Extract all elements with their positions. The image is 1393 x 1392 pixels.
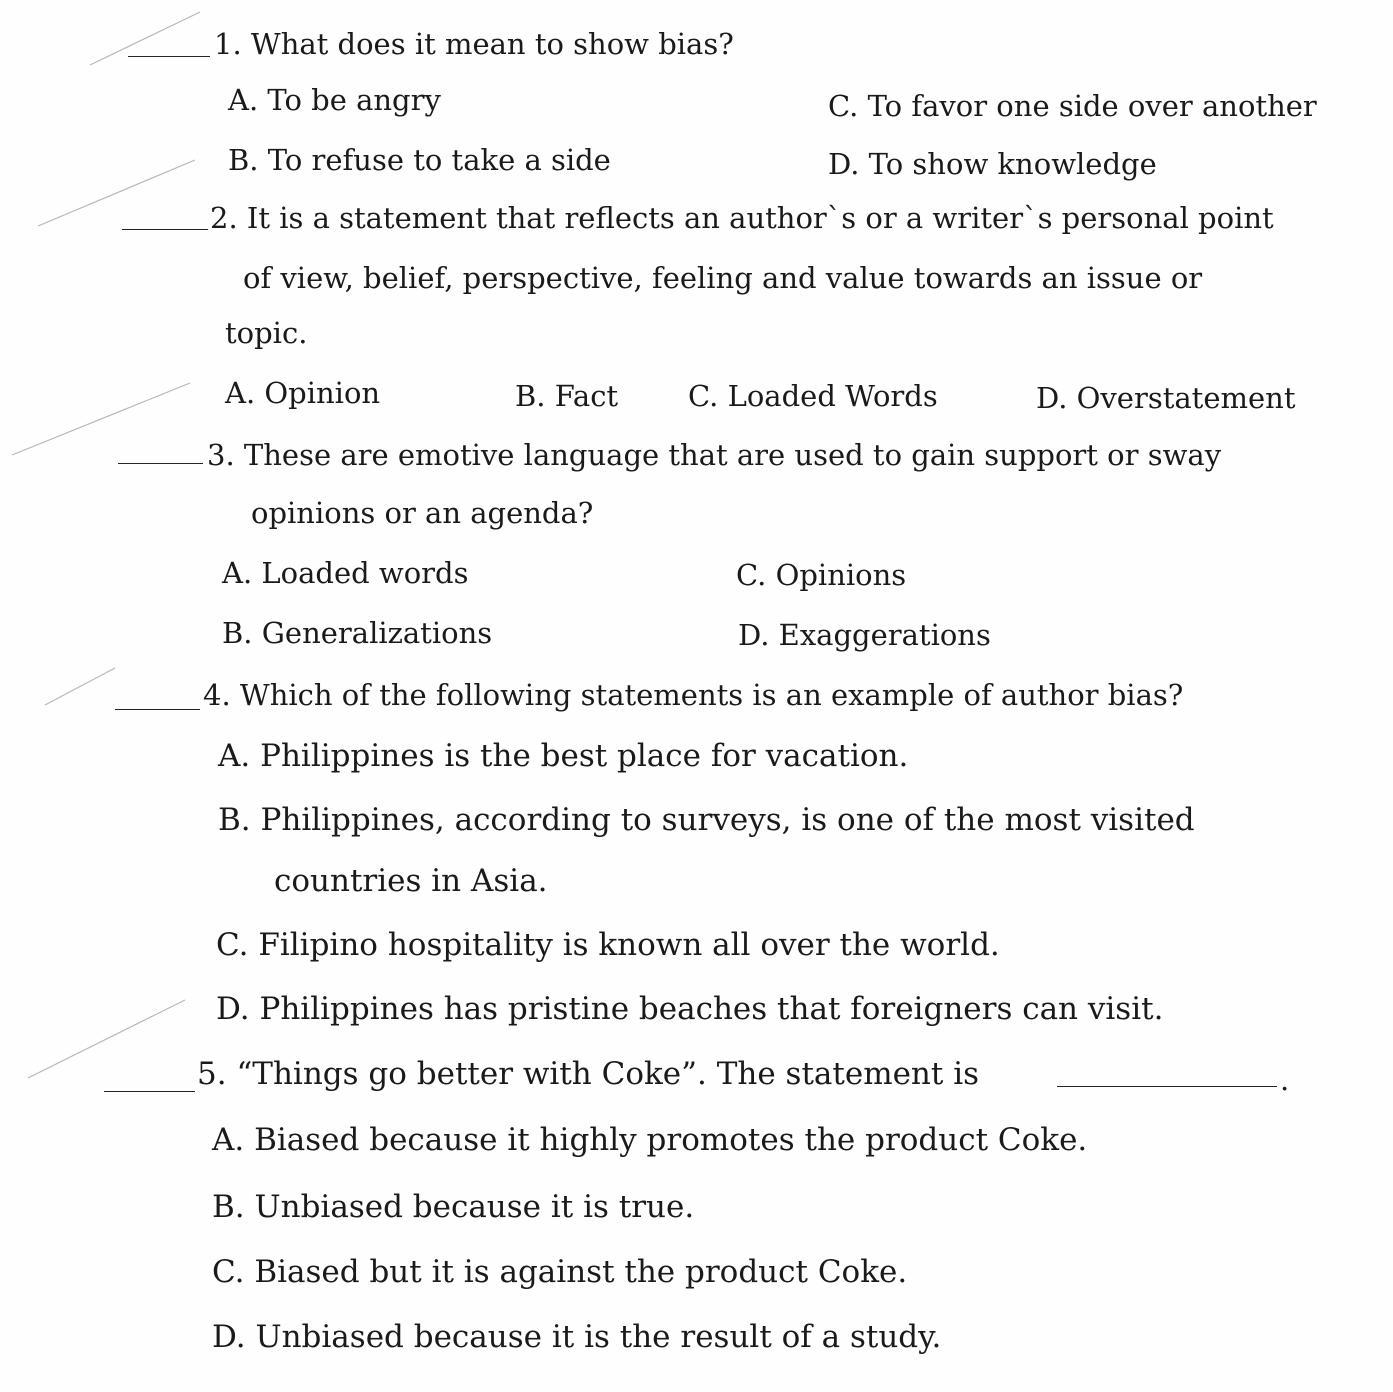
question-2-line-3: topic. <box>225 316 308 350</box>
question-3: 3. These are emotive language that are used to gain support or sway <box>207 438 1222 472</box>
option-5b: B. Unbiased because it is true. <box>212 1189 695 1225</box>
answer-blank-5[interactable] <box>104 1091 195 1092</box>
option-4a: A. Philippines is the best place for vacation. <box>218 738 909 774</box>
option-5c: C. Biased but it is against the product Coke. <box>212 1254 908 1290</box>
question-1: 1. What does it mean to show bias? <box>214 27 734 61</box>
answer-blank-2[interactable] <box>122 229 208 230</box>
answer-blank-3[interactable] <box>118 463 203 464</box>
question-3-line-2: opinions or an agenda? <box>251 496 594 530</box>
option-1b: B. To refuse to take a side <box>228 143 611 177</box>
option-2c: C. Loaded Words <box>688 379 938 413</box>
option-4c: C. Filipino hospitality is known all over the world. <box>216 927 1000 963</box>
question-2-line-2: of view, belief, perspective, feeling and value towards an issue or <box>243 261 1203 295</box>
option-5d: D. Unbiased because it is the result of a study. <box>212 1319 942 1355</box>
answer-blank-1[interactable] <box>128 56 210 57</box>
option-2b: B. Fact <box>515 379 619 413</box>
option-4b: B. Philippines, according to surveys, is one of the most visited <box>218 802 1195 838</box>
option-3d: D. Exaggerations <box>738 618 991 652</box>
option-1c: C. To favor one side over another <box>828 89 1317 123</box>
answer-blank-4[interactable] <box>115 709 200 710</box>
option-1d: D. To show knowledge <box>828 147 1157 181</box>
option-4d: D. Philippines has pristine beaches that foreigners can visit. <box>216 991 1164 1027</box>
statement-fill-blank[interactable] <box>1057 1086 1277 1087</box>
option-2a: A. Opinion <box>225 376 381 410</box>
question-4: 4. Which of the following statements is an example of author bias? <box>203 678 1184 712</box>
option-2d: D. Overstatement <box>1036 381 1296 415</box>
option-1a: A. To be angry <box>228 83 441 117</box>
option-4b-line-2: countries in Asia. <box>274 863 548 899</box>
question-5: 5. “Things go better with Coke”. The statement is <box>197 1056 980 1092</box>
option-3b: B. Generalizations <box>222 616 493 650</box>
option-3a: A. Loaded words <box>222 556 469 590</box>
option-3c: C. Opinions <box>736 558 907 592</box>
option-5a: A. Biased because it highly promotes the product Coke. <box>212 1122 1088 1158</box>
statement-period: . <box>1280 1063 1290 1097</box>
question-2: 2. It is a statement that reflects an author`s or a writer`s personal point <box>210 201 1274 235</box>
